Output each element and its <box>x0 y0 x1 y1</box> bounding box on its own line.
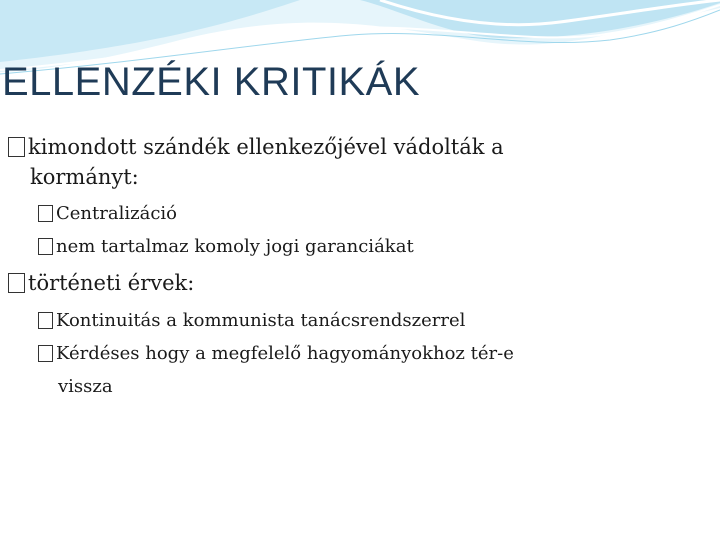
sub-bullet-item: nem tartalmaz komoly jogi garanciákat <box>38 230 414 263</box>
sub-bullet-item: Kontinuitás a kommunista tanácsrendszerrel <box>38 304 465 337</box>
sub-bullet-item: Centralizáció <box>38 197 177 230</box>
bullet-item: történeti érvek: <box>8 268 194 298</box>
bullet-box-icon <box>38 238 53 255</box>
sub-bullet-item: Kérdéses hogy a megfelelő hagyományokhoz tér-e vissza <box>38 337 618 403</box>
slide-title: ELLENZÉKI KRITIKÁK <box>2 60 421 104</box>
bullet-box-icon <box>38 312 53 329</box>
bullet-item: kimondott szándék ellenkezőjével vádolták a kormányt: <box>8 132 568 192</box>
bullet-box-icon <box>38 205 53 222</box>
bullet-box-icon <box>8 137 25 157</box>
bullet-box-icon <box>8 273 25 293</box>
bullet-box-icon <box>38 345 53 362</box>
